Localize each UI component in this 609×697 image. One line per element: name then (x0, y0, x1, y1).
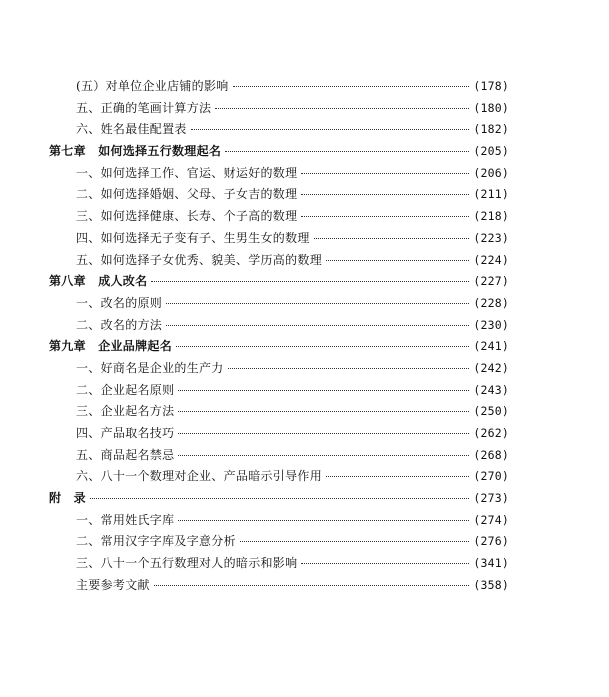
toc-entry-page: (224) (473, 252, 509, 267)
toc-entry-page: (242) (473, 360, 509, 375)
toc-entry-title: 三、如何选择健康、长寿、个子高的数理 (76, 209, 298, 224)
toc-entry-title: 一、好商名是企业的生产力 (76, 360, 224, 375)
dot-leader (301, 216, 469, 217)
toc-entry (49, 531, 509, 553)
toc-entry (49, 250, 509, 272)
toc-entry-title: 三、企业起名方法 (76, 404, 175, 419)
toc-chapter-title: 附 录 (49, 491, 86, 506)
toc-entry-page: (273) (473, 491, 509, 506)
dot-leader (314, 238, 470, 239)
toc-entry (49, 184, 509, 206)
dot-leader (178, 433, 469, 434)
toc-entry-page: (268) (473, 447, 509, 462)
toc-chapter-heading (49, 336, 509, 358)
toc-entry (49, 163, 509, 185)
toc-entry (49, 575, 509, 597)
dot-leader (166, 325, 469, 326)
dot-leader (301, 173, 469, 174)
toc-entry (49, 401, 509, 423)
toc-entry-title: 一、常用姓氏字库 (76, 512, 175, 527)
toc-chapter-heading (49, 141, 509, 163)
toc-entry-title: 六、八十一个数理对企业、产品暗示引导作用 (76, 469, 323, 484)
toc-entry (49, 315, 509, 337)
dot-leader (225, 151, 469, 152)
toc-entry-page: (241) (473, 339, 509, 354)
toc-entry (49, 466, 509, 488)
toc-entry-title: 三、八十一个五行数理对人的暗示和影响 (76, 556, 298, 571)
dot-leader (178, 411, 469, 412)
toc-entry (49, 553, 509, 575)
toc-entry (49, 119, 509, 141)
toc-entry-page: (211) (473, 187, 509, 202)
dot-leader (326, 260, 469, 261)
dot-leader (176, 346, 469, 347)
toc-entry-page: (262) (473, 426, 509, 440)
toc-entry-title: 二、如何选择婚姻、父母、子女吉的数理 (76, 187, 298, 202)
dot-leader (215, 108, 469, 109)
dot-leader (301, 563, 469, 564)
toc-chapter-title: 第八章 成人改名 (49, 274, 148, 289)
dot-leader (178, 455, 469, 456)
toc-entry-page: (358) (473, 577, 509, 592)
dot-leader (178, 390, 469, 391)
toc-entry-page: (341) (473, 556, 509, 571)
table-of-contents (49, 76, 509, 597)
dot-leader (178, 520, 469, 521)
dot-leader (240, 541, 469, 542)
toc-entry (49, 293, 509, 315)
toc-entry-page: (206) (473, 165, 509, 180)
toc-entry (49, 380, 509, 402)
dot-leader (90, 498, 469, 499)
toc-entry-title: (五）对单位企业店铺的影响 (76, 79, 229, 93)
toc-entry (49, 510, 509, 532)
dot-leader (166, 303, 469, 304)
toc-entry-title: 六、姓名最佳配置表 (76, 122, 187, 137)
dot-leader (151, 281, 469, 282)
toc-chapter-heading (49, 488, 509, 510)
toc-chapter-heading (49, 271, 509, 293)
toc-entry-page: (230) (473, 317, 509, 332)
toc-chapter-title: 第七章 如何选择五行数理起名 (49, 144, 222, 159)
toc-entry-page: (270) (473, 469, 509, 484)
toc-entry-page: (243) (473, 382, 509, 397)
toc-entry-page: (182) (473, 122, 509, 137)
toc-entry-title: 二、常用汉字字库及字意分析 (76, 534, 236, 549)
toc-entry-title: 一、改名的原则 (76, 295, 163, 310)
dot-leader (154, 585, 470, 586)
dot-leader (228, 368, 470, 369)
toc-entry-title: 四、如何选择无子变有子、生男生女的数理 (76, 230, 310, 245)
toc-entry (49, 228, 509, 250)
dot-leader (301, 194, 469, 195)
toc-entry-title: 一、如何选择工作、官运、财运好的数理 (76, 165, 298, 180)
toc-entry-title: 主要参考文献 (76, 577, 150, 592)
toc-entry (49, 445, 509, 467)
toc-chapter-title: 第九章 企业品牌起名 (49, 339, 173, 354)
toc-entry-page: (205) (473, 144, 509, 159)
toc-entry-page: (274) (473, 512, 509, 527)
toc-entry-page: (276) (473, 534, 509, 549)
toc-entry-page: (178) (473, 79, 509, 93)
toc-entry (49, 358, 509, 380)
toc-entry-title: 五、商品起名禁忌 (76, 447, 175, 462)
toc-entry-title: 五、如何选择子女优秀、貌美、学历高的数理 (76, 252, 323, 267)
toc-entry (49, 76, 509, 98)
dot-leader (233, 86, 470, 87)
toc-entry-page: (250) (473, 404, 509, 419)
toc-entry-title: 五、正确的笔画计算方法 (76, 100, 212, 115)
toc-entry-page: (218) (473, 209, 509, 224)
toc-entry (49, 206, 509, 228)
toc-entry (49, 98, 509, 120)
toc-entry-title: 四、产品取名技巧 (76, 426, 175, 440)
dot-leader (191, 129, 470, 130)
dot-leader (326, 476, 469, 477)
toc-entry-page: (228) (473, 295, 509, 310)
toc-entry-page: (223) (473, 230, 509, 245)
toc-entry-title: 二、企业起名原则 (76, 382, 175, 397)
toc-entry (49, 423, 509, 445)
toc-entry-title: 二、改名的方法 (76, 317, 163, 332)
toc-entry-page: (227) (473, 274, 509, 289)
toc-entry-page: (180) (473, 100, 509, 115)
